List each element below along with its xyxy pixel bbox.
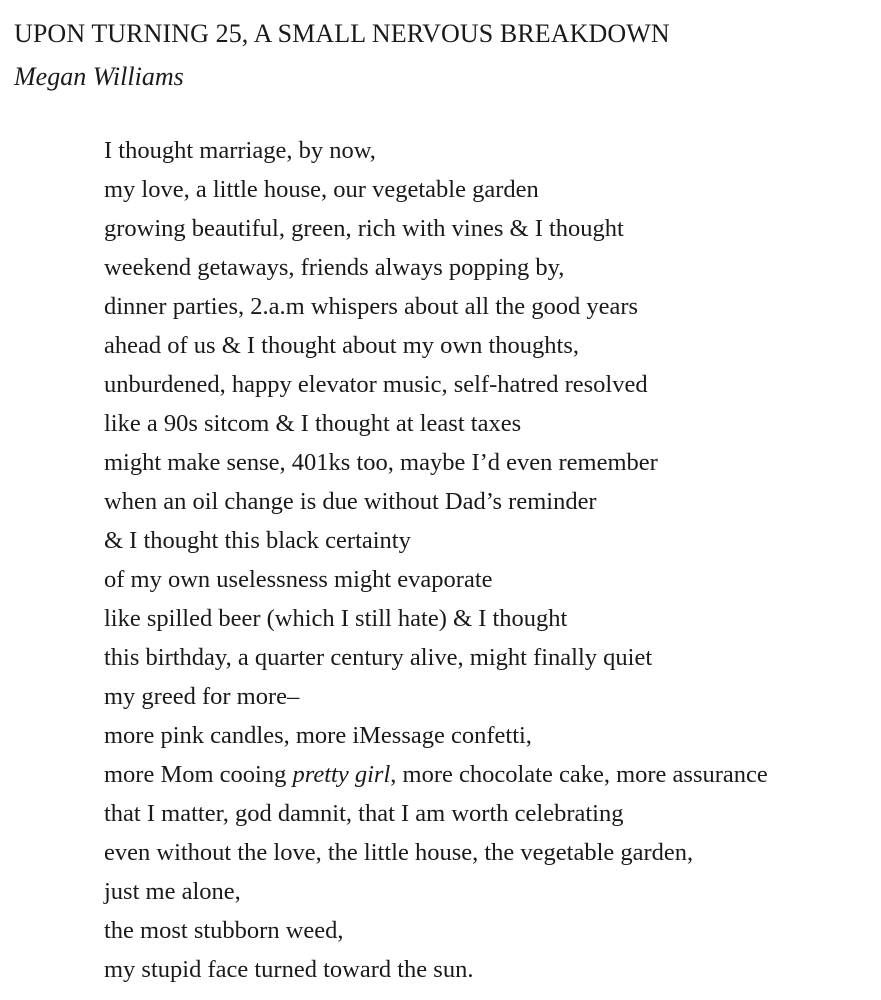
poem-body [104, 131, 768, 989]
poem-line: ahead of us & I thought about my own thoughts, [104, 332, 579, 359]
poem-line: my stupid face turned toward the sun. [104, 956, 474, 983]
poem-line: that I matter, god damnit, that I am worth celebrating [104, 800, 624, 827]
poem-line: my love, a little house, our vegetable garden [104, 176, 539, 203]
poem-line: more pink candles, more iMessage confetti, [104, 722, 532, 749]
poem-line: this birthday, a quarter century alive, might finally quiet [104, 644, 653, 671]
poem-line: might make sense, 401ks too, maybe I’d even remember [104, 449, 658, 476]
poem-author: Megan Williams [14, 62, 184, 91]
poem-line: just me alone, [104, 878, 241, 905]
poem-line: like spilled beer (which I still hate) & I thought [104, 605, 568, 632]
emphasized-phrase: pretty girl [292, 761, 391, 788]
poem-line: I thought marriage, by now, [104, 137, 376, 164]
poem-line: dinner parties, 2.a.m whispers about all the good years [104, 293, 639, 320]
poem-line: & I thought this black certainty [104, 527, 411, 554]
poem-line: when an oil change is due without Dad’s reminder [104, 488, 597, 515]
poem-line: growing beautiful, green, rich with vines & I thought [104, 215, 624, 242]
poem-line: unburdened, happy elevator music, self-hatred resolved [104, 371, 648, 398]
poem-line: of my own uselessness might evaporate [104, 566, 493, 593]
poem-title: UPON TURNING 25, A SMALL NERVOUS BREAKDOWN [14, 19, 670, 48]
poem-line: like a 90s sitcom & I thought at least taxes [104, 410, 522, 437]
poem-line-with-emphasis [104, 755, 768, 794]
poem-line: weekend getaways, friends always popping by, [104, 254, 565, 281]
poem-line: my greed for more– [104, 683, 300, 710]
poem-line-end: , more chocolate cake, more assurance [390, 761, 768, 788]
poem-line: the most stubborn weed, [104, 917, 344, 944]
poem-line: even without the love, the little house, the vegetable garden, [104, 839, 694, 866]
poem-line-start: more Mom cooing [104, 761, 293, 788]
